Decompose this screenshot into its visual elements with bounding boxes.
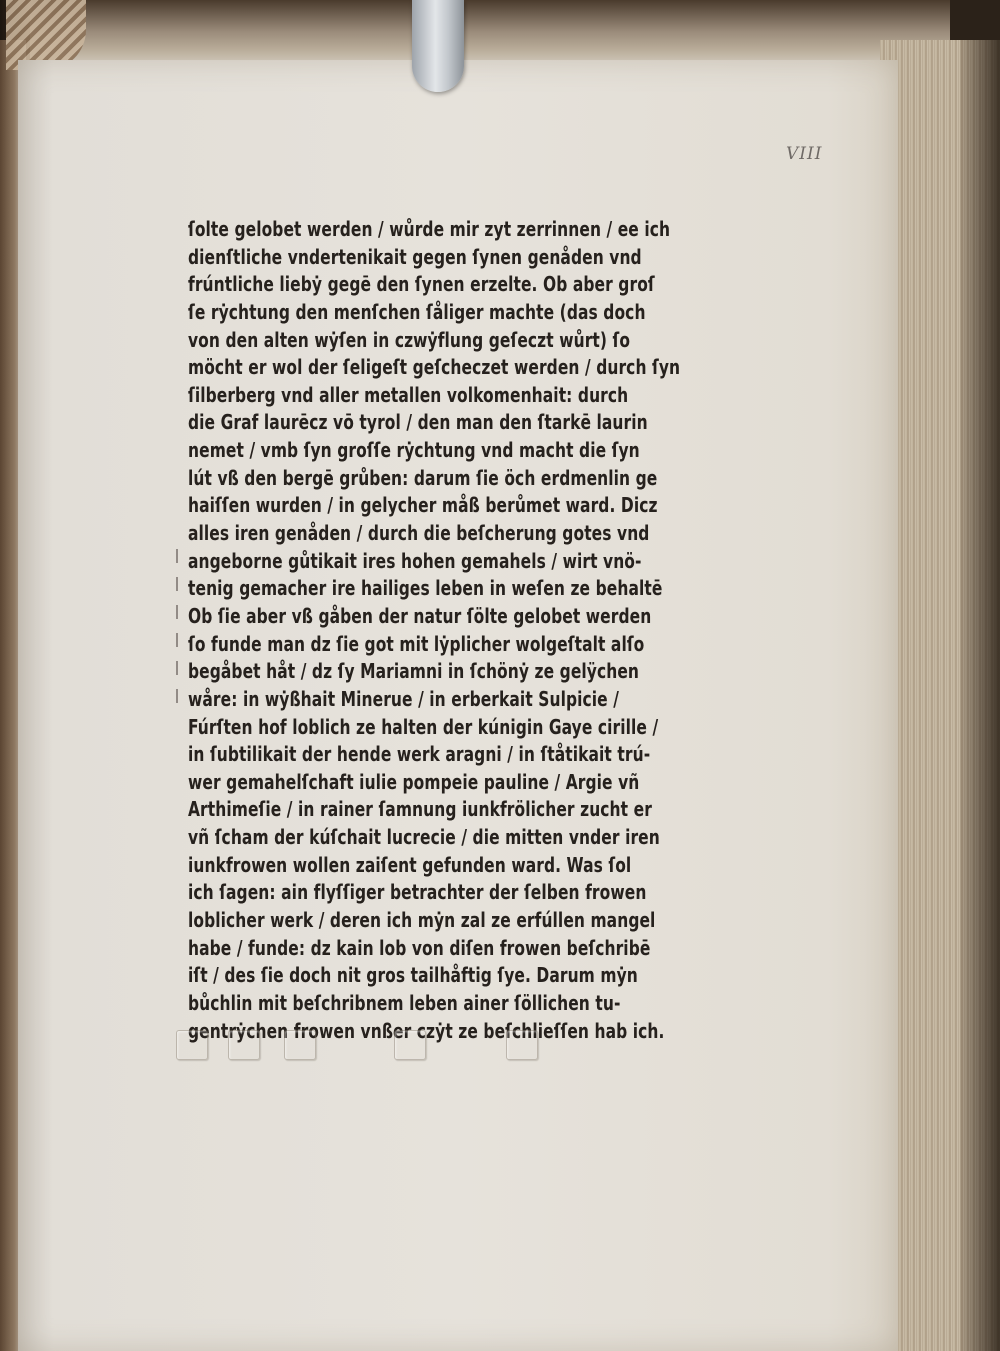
text-line: ich ſagen: ain flyſſiger betrachter der ſelben frowen	[188, 880, 647, 905]
text-line: Ob ſie aber vß gåben der natur ſölte gelobet werden	[188, 603, 652, 628]
text-line: Fúrſten hof loblich ze halten der kúnigin Gaye cirille /	[188, 714, 659, 739]
text-line: begåbet håt / dz ſy Mariamni in ſchönẏ ze gelÿchen	[188, 659, 640, 684]
text-line: gentrẏchen frowen vnßer czẏt ze beſchlieſſen hab ich.	[188, 1018, 665, 1043]
text-line: möcht er wol der ſeligeſt geſcheczet werden / durch ſyn	[188, 355, 681, 380]
printed-text-block	[188, 216, 681, 1045]
text-line: iſt / des ſie doch nit gros tailhåftig ſye. Darum mẏn	[188, 963, 638, 988]
text-line: ſo funde man dz ſie got mit lẏplicher wolgeſtalt alſo	[188, 631, 645, 656]
page-fore-edge	[880, 40, 1000, 1351]
text-line: ſolte gelobet werden / wůrde mir zyt zerrinnen / ee ich	[188, 217, 671, 241]
blind-stamps	[176, 1030, 616, 1070]
text-line: in ſubtilikait der hende werk aragni / in ſtåtikait trú-	[188, 742, 651, 767]
text-line: Arthimeſie / in rainer ſamnung iunkfrölicher zucht er	[188, 797, 652, 822]
folio-number: VIII	[786, 144, 823, 164]
text-line: frúntliche liebẏ gegē den ſynen erzelte. Ob aber groſ	[188, 272, 655, 297]
text-line: iunkfrowen wollen zaiſent gefunden ward. Was ſol	[188, 852, 632, 877]
text-line: loblicher werk / deren ich mẏn zal ze erfúllen mangel	[188, 908, 656, 933]
text-line: alles iren genåden / durch die beſcherung gotes vnd	[188, 521, 650, 546]
text-line: von den alten wẏſen in czwẏflung geſeczt wůrt) ſo	[188, 327, 631, 352]
metal-clip-bookmark	[412, 0, 464, 92]
text-line: ſe rẏchtung den menſchen ſåliger machte (das doch	[188, 299, 646, 324]
text-line: die Graf laurēcz vō tyrol / den man den ſtarkē laurin	[188, 410, 648, 435]
text-line: bůchlin mit beſchribnem leben ainer ſöllichen tu-	[188, 990, 621, 1015]
text-line: haiſſen wurden / in gelycher måß berůmet ward. Dicz	[188, 493, 658, 518]
text-line: ſilberberg vnd aller metallen volkomenhait: durch	[188, 382, 629, 407]
text-line: dienſtliche vndertenikait gegen ſynen genåden vnd	[188, 244, 642, 269]
text-line: vñ ſcham der kúſchait lucrecie / die mitten vnder iren	[188, 825, 660, 850]
text-line: lút vß den bergē grůben: darum ſie öch erdmenlin ge	[188, 465, 658, 490]
text-line: nemet / vmb ſyn groſſe rẏchtung vnd macht die ſyn	[188, 438, 640, 463]
text-line: angeborne gůtikait ires hohen gemahels / wirt vnö-	[188, 548, 642, 573]
text-line: habe / funde: dz kain lob von diſen frowen beſchribē	[188, 935, 651, 960]
text-line: wåre: in wẏßhait Minerue / in erberkait Sulpicie /	[188, 686, 619, 711]
text-line: tenig gemacher ire hailiges leben in weſen ze behaltē	[188, 576, 663, 601]
text-line: wer gemahelſchaft iulie pompeie pauline / Argie vñ	[188, 769, 640, 794]
